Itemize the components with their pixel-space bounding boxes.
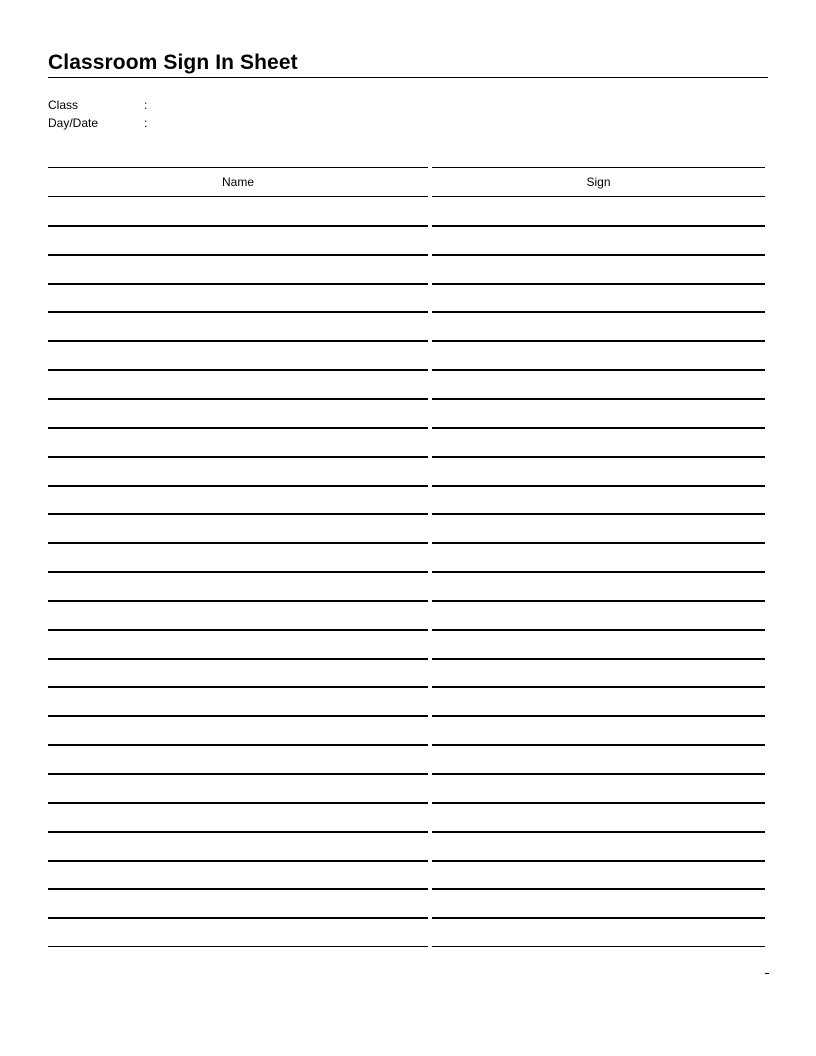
- field-class-label: Class: [48, 98, 79, 112]
- page-title: Classroom Sign In Sheet: [48, 51, 298, 74]
- sign-row-line[interactable]: [432, 744, 765, 746]
- sign-row-line[interactable]: [432, 485, 765, 487]
- name-row-line[interactable]: [48, 542, 428, 544]
- sign-row-line[interactable]: [432, 629, 765, 631]
- sign-row-line[interactable]: [432, 658, 765, 660]
- sign-row-line[interactable]: [432, 831, 765, 833]
- name-row-line[interactable]: [48, 600, 428, 602]
- name-row-line[interactable]: [48, 196, 428, 197]
- name-row-line[interactable]: [48, 340, 428, 342]
- sign-row-line[interactable]: [432, 340, 765, 342]
- name-column-top-rule: [48, 167, 428, 168]
- sign-column-top-rule: [432, 167, 765, 168]
- sign-column-bottom-rule-extension: [765, 973, 769, 974]
- sign-row-line[interactable]: [432, 369, 765, 371]
- sign-row-line[interactable]: [432, 571, 765, 573]
- sign-row-line[interactable]: [432, 513, 765, 515]
- field-day-date-label: Day/Date: [48, 116, 99, 130]
- sign-row-line[interactable]: [432, 311, 765, 313]
- name-row-line[interactable]: [48, 254, 428, 256]
- sign-row-line[interactable]: [432, 600, 765, 602]
- name-row-line[interactable]: [48, 658, 428, 660]
- name-row-line[interactable]: [48, 427, 428, 429]
- name-row-line[interactable]: [48, 369, 428, 371]
- name-row-line[interactable]: [48, 629, 428, 631]
- name-row-line[interactable]: [48, 686, 428, 688]
- name-row-line[interactable]: [48, 744, 428, 746]
- sign-row-line[interactable]: [432, 715, 765, 717]
- name-row-line[interactable]: [48, 311, 428, 313]
- name-row-line[interactable]: [48, 513, 428, 515]
- sign-row-line[interactable]: [432, 398, 765, 400]
- sign-row-line[interactable]: [432, 888, 765, 890]
- name-row-line[interactable]: [48, 773, 428, 775]
- sign-row-line[interactable]: [432, 427, 765, 429]
- name-row-line[interactable]: [48, 802, 428, 804]
- name-row-line[interactable]: [48, 571, 428, 573]
- name-row-line[interactable]: [48, 485, 428, 487]
- field-class-separator: :: [144, 98, 148, 112]
- sign-row-line[interactable]: [432, 946, 765, 947]
- field-day-date-separator: :: [144, 116, 148, 130]
- name-row-line[interactable]: [48, 456, 428, 458]
- name-column-header: Name: [221, 175, 254, 189]
- sign-row-line[interactable]: [432, 686, 765, 688]
- name-row-line[interactable]: [48, 398, 428, 400]
- sign-row-line[interactable]: [432, 773, 765, 775]
- sign-row-line[interactable]: [432, 196, 765, 197]
- sign-row-line[interactable]: [432, 254, 765, 256]
- name-row-line[interactable]: [48, 831, 428, 833]
- name-row-line[interactable]: [48, 225, 428, 227]
- sign-row-line[interactable]: [432, 917, 765, 919]
- sign-row-line[interactable]: [432, 456, 765, 458]
- sign-column-header: Sign: [586, 175, 611, 189]
- sign-row-line[interactable]: [432, 860, 765, 862]
- title-underline: [48, 77, 768, 78]
- name-row-line[interactable]: [48, 860, 428, 862]
- sign-row-line[interactable]: [432, 542, 765, 544]
- name-row-line[interactable]: [48, 946, 428, 947]
- name-row-line[interactable]: [48, 283, 428, 285]
- name-row-line[interactable]: [48, 917, 428, 919]
- sign-row-line[interactable]: [432, 283, 765, 285]
- name-row-line[interactable]: [48, 715, 428, 717]
- sign-row-line[interactable]: [432, 802, 765, 804]
- name-row-line[interactable]: [48, 888, 428, 890]
- sign-row-line[interactable]: [432, 225, 765, 227]
